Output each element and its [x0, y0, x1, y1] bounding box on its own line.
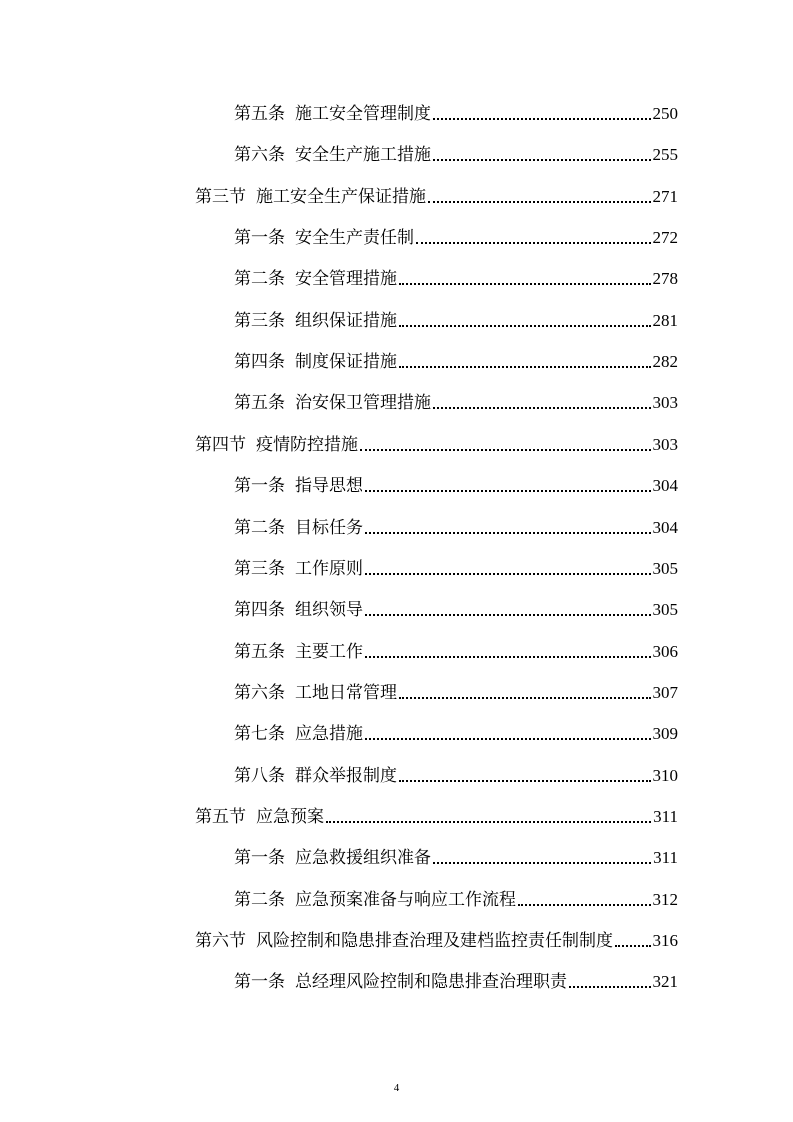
toc-entry-page: 304: [652, 476, 678, 496]
toc-entry-page: 281: [652, 310, 678, 330]
page-number: 4: [393, 1082, 400, 1094]
toc-entry-number: 第四条: [234, 600, 285, 621]
toc-entry-title: 应急预案: [256, 806, 324, 827]
dot-leader: [518, 904, 651, 906]
dot-leader: [433, 407, 651, 409]
toc-entry-page: 250: [652, 104, 678, 123]
dot-leader: [399, 325, 651, 327]
dot-leader: [365, 490, 651, 492]
toc-entry[interactable]: [234, 550, 678, 580]
toc-entry-number: 第六节: [195, 931, 246, 951]
toc-entry[interactable]: [195, 922, 678, 952]
toc-entry-number: 第五条: [234, 104, 285, 124]
dot-leader: [399, 780, 651, 782]
toc-entry-page: 307: [652, 682, 678, 702]
toc-entry-number: 第二条: [234, 269, 285, 290]
toc-entry-page: 306: [652, 641, 678, 661]
toc-entry-page: 278: [652, 269, 678, 289]
dot-leader: [433, 862, 651, 864]
toc-entry-title: 安全生产施工措施: [295, 145, 431, 166]
toc-entry-page: 255: [652, 145, 678, 165]
toc-entry-title: 主要工作: [295, 641, 363, 662]
toc-entry-number: 第六条: [234, 145, 285, 166]
toc-entry[interactable]: [234, 95, 678, 125]
toc-entry-page: 312: [652, 889, 678, 909]
toc-entry-number: 第三条: [234, 558, 285, 579]
toc-entry-number: 第一条: [234, 228, 285, 249]
toc-entry-page: 311: [653, 848, 678, 868]
dot-leader: [433, 159, 651, 161]
toc-entry-title: 工地日常管理: [295, 682, 397, 703]
toc-entry-number: 第三节: [195, 186, 246, 207]
dot-leader: [365, 573, 651, 575]
toc-entry-page: 303: [652, 393, 678, 413]
toc-entry-page: 272: [652, 228, 678, 248]
dot-leader: [399, 366, 651, 368]
toc-entry-page: 309: [652, 724, 678, 744]
toc-entry-number: 第五条: [234, 641, 285, 662]
toc-entry-number: 第三条: [234, 310, 285, 331]
toc-entry[interactable]: [234, 343, 678, 373]
toc-entry[interactable]: [234, 591, 678, 621]
toc-entry-title: 组织保证措施: [295, 310, 397, 331]
toc-entry-title: 总经理风险控制和隐患排查治理职责: [295, 972, 567, 993]
toc-entry[interactable]: [234, 384, 678, 414]
toc-entry-title: 施工安全生产保证措施: [256, 186, 426, 207]
dot-leader: [399, 283, 651, 285]
dot-leader: [360, 449, 651, 451]
toc-entry-title: 治安保卫管理措施: [295, 393, 431, 414]
dot-leader: [615, 945, 651, 947]
toc-entry-title: 目标任务: [295, 517, 363, 538]
toc-entry[interactable]: [234, 302, 678, 332]
toc-entry-page: 316: [652, 931, 678, 950]
toc-entry-number: 第五条: [234, 393, 285, 414]
dot-leader: [326, 821, 651, 823]
toc-entry[interactable]: [195, 426, 678, 456]
toc-entry-page: 304: [652, 517, 678, 537]
toc-entry[interactable]: [234, 881, 678, 911]
toc-entry-title: 应急救援组织准备: [295, 848, 431, 869]
toc-entry[interactable]: [234, 136, 678, 166]
toc-entry-number: 第二条: [234, 889, 285, 910]
toc-entry-page: 310: [652, 765, 678, 785]
dot-leader: [416, 242, 651, 244]
toc-entry[interactable]: [234, 674, 678, 704]
toc-entry-page: 305: [652, 600, 678, 620]
toc-entry-page: 311: [653, 806, 678, 826]
toc-entry-page: 305: [652, 558, 678, 578]
toc-entry-title: 应急措施: [295, 724, 363, 745]
toc-entry[interactable]: [234, 839, 678, 869]
dot-leader: [365, 656, 651, 658]
toc-entry[interactable]: [234, 757, 678, 787]
toc-entry[interactable]: [195, 798, 678, 828]
toc-entry-title: 群众举报制度: [295, 765, 397, 786]
toc-entry-title: 安全生产责任制: [295, 228, 414, 249]
toc-entry[interactable]: [234, 963, 678, 993]
toc-entry-number: 第四条: [234, 352, 285, 373]
toc-entry-number: 第七条: [234, 724, 285, 745]
toc-entry-title: 风险控制和隐患排查治理及建档监控责任制制度: [256, 931, 613, 951]
toc-entry-page: 321: [652, 972, 678, 992]
dot-leader: [569, 986, 651, 988]
toc-entry-number: 第一条: [234, 476, 285, 497]
dot-leader: [428, 201, 651, 203]
dot-leader: [433, 118, 651, 120]
toc-entry[interactable]: [234, 633, 678, 663]
dot-leader: [365, 738, 651, 740]
toc-entry-page: 303: [652, 434, 678, 454]
dot-leader: [365, 532, 651, 534]
toc-entry[interactable]: [234, 260, 678, 290]
toc-entry[interactable]: [234, 715, 678, 745]
toc-entry-title: 制度保证措施: [295, 352, 397, 373]
toc-entry-number: 第二条: [234, 517, 285, 538]
toc-entry-number: 第一条: [234, 848, 285, 869]
toc-entry-title: 疫情防控措施: [256, 434, 358, 455]
toc-entry-number: 第四节: [195, 434, 246, 455]
toc-entry-number: 第六条: [234, 682, 285, 703]
toc-entry-title: 组织领导: [295, 600, 363, 621]
toc-entry[interactable]: [234, 509, 678, 539]
toc-entry-page: 282: [652, 352, 678, 372]
toc-entry-page: 271: [652, 186, 678, 206]
toc-entry-number: 第一条: [234, 972, 285, 993]
toc-entry-title: 施工安全管理制度: [295, 104, 431, 124]
toc-entry-number: 第五节: [195, 806, 246, 827]
toc-entry-number: 第八条: [234, 765, 285, 786]
toc-entry[interactable]: [234, 219, 678, 249]
toc-entry-title: 安全管理措施: [295, 269, 397, 290]
toc-entry-title: 指导思想: [295, 476, 363, 497]
toc-entry[interactable]: [234, 467, 678, 497]
dot-leader: [365, 614, 651, 616]
toc-entry-title: 工作原则: [295, 558, 363, 579]
toc-entry[interactable]: [195, 178, 678, 208]
dot-leader: [399, 697, 651, 699]
toc-entry-title: 应急预案准备与响应工作流程: [295, 889, 516, 910]
